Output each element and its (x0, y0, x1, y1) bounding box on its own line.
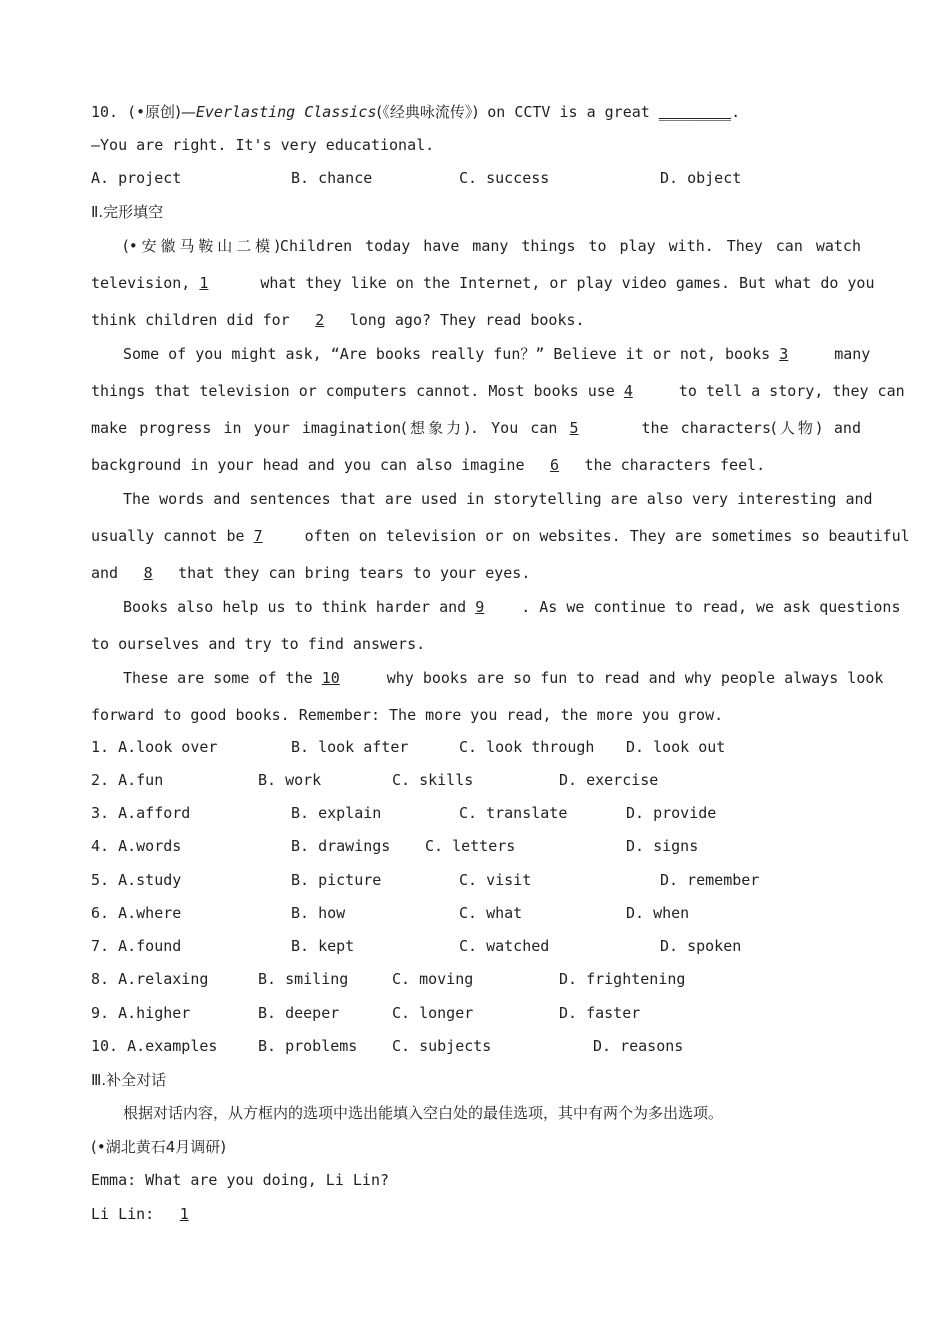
choice-b: B. work (258, 771, 322, 789)
question-10-line (91, 102, 740, 122)
passage-text: the characters feel. (575, 456, 766, 474)
choice-d: D. provide (626, 804, 717, 822)
passage-text: and (91, 564, 128, 582)
passage-text: usually cannot be (91, 527, 254, 545)
q10-chinese-title: (《经典咏流传》) (376, 103, 479, 121)
choice-c: C. subjects (392, 1037, 492, 1055)
passage-text: to tell a story, they can (669, 382, 905, 400)
passage-chinese-gloss: (想象力) (401, 419, 471, 437)
passage-text: and (821, 419, 861, 437)
dialogue-speaker: Li Lin: (91, 1205, 164, 1223)
choice-c: C. watched (459, 937, 550, 955)
choice-b: B. picture (291, 871, 382, 889)
passage-text: Some of you might ask, “Are books really fun？” Believe it or not, books (123, 345, 780, 363)
q10-option-d: D. object (660, 169, 742, 187)
blank-10: 10 (321, 669, 340, 687)
passage-line (91, 381, 905, 401)
q10-text: on CCTV is a great (478, 103, 659, 121)
passage-text: what they like on the Internet, or play video games. But what do you (251, 274, 875, 292)
choice-c: C. translate (459, 804, 568, 822)
choice-a: 4. A.words (91, 837, 182, 855)
q10-response: —You are right. It's very educational. (91, 136, 435, 154)
choice-c: C. skills (392, 771, 474, 789)
choice-d: D. signs (626, 837, 699, 855)
passage-text: background in your head and you can also imagine (91, 456, 534, 474)
section-2-title: Ⅱ.完形填空 (91, 203, 164, 221)
choice-b: B. smiling (258, 970, 349, 988)
choice-d: D. when (626, 904, 690, 922)
section-3-instruction: 根据对话内容，从方框内的选项中选出能填入空白处的最佳选项，其中有两个为多出选项。 (123, 1104, 724, 1122)
choice-row-5 (91, 871, 861, 891)
choice-a: 8. A.relaxing (91, 970, 209, 988)
passage-text: things that television or computers cannot. Most books use (91, 382, 624, 400)
choice-a: 2. A.fun (91, 771, 164, 789)
choice-d: D. look out (626, 738, 726, 756)
passage-text: that they can bring tears to your eyes. (169, 564, 531, 582)
passage-text: long ago? They read books. (340, 311, 585, 329)
choice-b: B. problems (258, 1037, 358, 1055)
choice-b: B. drawings (291, 837, 391, 855)
dialogue-line: Emma: What are you doing, Li Lin? (91, 1171, 390, 1189)
section-3-title: Ⅲ.补全对话 (91, 1071, 167, 1089)
blank-1: 1 (199, 274, 209, 292)
blank-5: 5 (569, 419, 579, 437)
passage-text: often on television or on websites. They are sometimes so beautiful (295, 527, 910, 545)
passage-line (91, 455, 765, 475)
passage-chinese-gloss: (人物) (771, 419, 822, 437)
passage-text: . You can (470, 419, 570, 437)
choice-row-2 (91, 771, 861, 791)
passage-line (91, 418, 861, 438)
passage-line (91, 273, 875, 293)
choice-d: D. faster (559, 1004, 641, 1022)
passage-line: forward to good books. Remember: The more you read, the more you grow. (91, 706, 724, 724)
passage-line (91, 236, 861, 256)
passage-text: The words and sentences that are used in storytelling are also very interesting and (123, 490, 873, 508)
passage-text: think children did for (91, 311, 299, 329)
passage-text: why books are so fun to read and why people always look (377, 669, 884, 687)
dialogue-line (91, 1204, 205, 1224)
choice-c: C. what (459, 904, 523, 922)
choice-row-7 (91, 937, 861, 957)
q10-option-a: A. project (91, 169, 182, 187)
dialogue-blank-1: 1 (179, 1205, 189, 1223)
passage-line (91, 489, 873, 509)
passage-text: television, (91, 274, 200, 292)
section-3-source: (•湖北黄石4月调研) (91, 1138, 227, 1156)
q10-number: 10. ( (91, 103, 137, 121)
passage-line: to ourselves and try to find answers. (91, 635, 426, 653)
passage-source: (•安徽马鞍山二模) (123, 237, 280, 255)
passage-line (91, 310, 585, 330)
choice-d: D. spoken (660, 937, 742, 955)
choice-b: B. explain (291, 804, 382, 822)
choice-c: C. longer (392, 1004, 474, 1022)
choice-b: B. kept (291, 937, 355, 955)
choice-d: D. reasons (593, 1037, 684, 1055)
blank-8: 8 (143, 564, 153, 582)
passage-text: many (825, 345, 871, 363)
choice-a: 3. A.afford (91, 804, 191, 822)
q10-option-b: B. chance (291, 169, 373, 187)
choice-row-6 (91, 904, 861, 924)
passage-text: Children today have many things to play with. They can watch (279, 237, 861, 255)
passage-text: Books also help us to think harder and (123, 598, 476, 616)
choice-b: B. look after (291, 738, 409, 756)
choice-d: D. exercise (559, 771, 659, 789)
choice-row-4 (91, 837, 861, 857)
choice-a: 5. A.study (91, 871, 182, 889)
blank-9: 9 (475, 598, 485, 616)
choice-row-10 (91, 1037, 861, 1057)
choice-a: 6. A.where (91, 904, 182, 922)
choice-a: 9. A.higher (91, 1004, 191, 1022)
choice-c: C. look through (459, 738, 595, 756)
blank-7: 7 (253, 527, 263, 545)
passage-line (91, 597, 901, 617)
choice-c: C. moving (392, 970, 474, 988)
choice-b: B. deeper (258, 1004, 340, 1022)
q10-end: . (731, 103, 741, 121)
q10-option-c: C. success (459, 169, 550, 187)
choice-a: 1. A.look over (91, 738, 218, 756)
q10-blank: ________ (658, 103, 732, 121)
blank-4: 4 (623, 382, 633, 400)
choice-a: 10. A.examples (91, 1037, 218, 1055)
choice-row-1 (91, 738, 861, 758)
choice-a: 7. A.found (91, 937, 182, 955)
passage-line (91, 526, 910, 546)
choice-b: B. how (291, 904, 346, 922)
choice-c: C. letters (425, 837, 516, 855)
passage-text: These are some of the (123, 669, 322, 687)
choice-row-8 (91, 970, 861, 990)
choice-c: C. visit (459, 871, 532, 889)
passage-text: the characters (629, 419, 771, 437)
q10-title: Everlasting Classics (195, 103, 377, 121)
q10-options (91, 169, 861, 189)
passage-line (91, 668, 884, 688)
passage-line (91, 563, 530, 583)
choice-row-9 (91, 1004, 861, 1024)
choice-d: D. remember (660, 871, 760, 889)
q10-source: •原创)— (136, 103, 196, 121)
blank-2: 2 (315, 311, 325, 329)
passage-line (91, 344, 871, 364)
choice-d: D. frightening (559, 970, 686, 988)
passage-text: . As we continue to read, we ask questions (521, 598, 901, 616)
choice-row-3 (91, 804, 861, 824)
blank-6: 6 (550, 456, 560, 474)
passage-text: make progress in your imagination (91, 419, 402, 437)
blank-3: 3 (779, 345, 789, 363)
